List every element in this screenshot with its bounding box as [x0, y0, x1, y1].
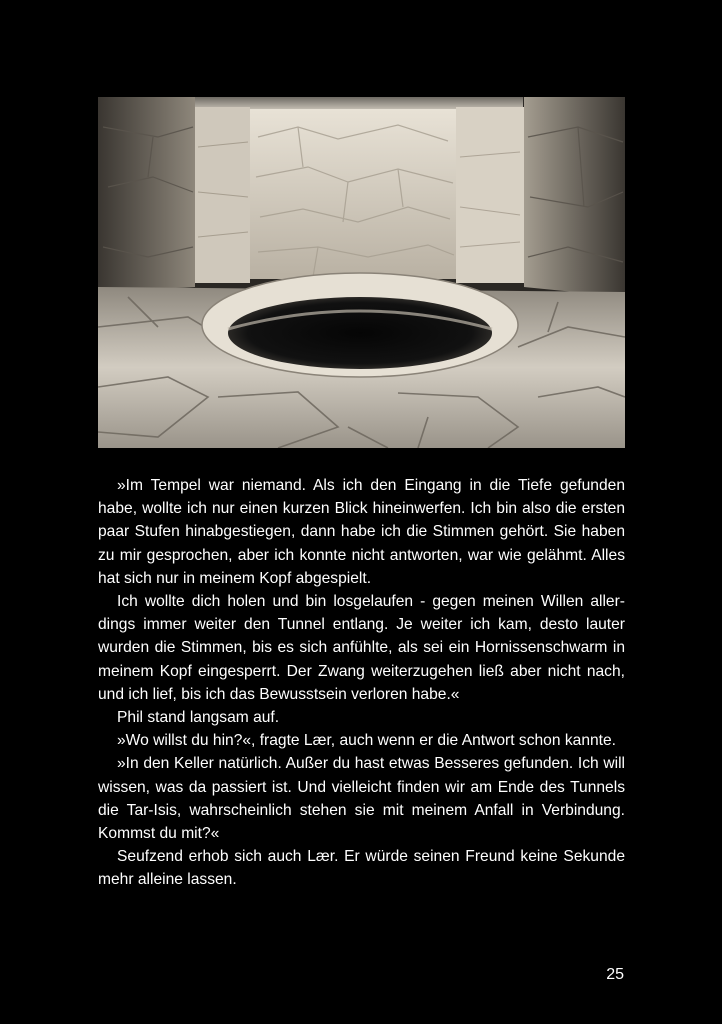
page-number: 25	[606, 966, 624, 983]
paragraph: »In den Keller natürlich. Außer du hast etwas Besseres gefunden. Ich will wissen, was da passiert ist. Und vielleicht finden wir am Ende des Tunnels die Tar-Isis, wahrscheinlich stehen sie mit meinem Anfall in Verbindung. Kommst du mit?«	[98, 755, 625, 843]
paragraph: »Im Tempel war niemand. Als ich den Eingang in die Tiefe gefunden habe, wollte ich nur einen kurzen Blick hineinwerfen. Ich bin also die ersten paar Stufen hinabgestiegen, dann habe ich die Stimmen gehört. Sie haben zu mir gesprochen, aber ich konnte nicht antworten, war wie gelähmt. Alles hat sich nur in meinem Kopf abgespielt.	[98, 477, 625, 587]
paragraph: »Wo willst du hin?«, fragte Lær, auch wenn er die Antwort schon kannte.	[117, 732, 616, 750]
paragraph: Seufzend erhob sich auch Lær. Er würde seinen Freund keine Sekunde mehr alleine lassen.	[98, 848, 625, 889]
paragraph: Phil stand langsam auf.	[117, 709, 280, 727]
body-text	[98, 474, 625, 892]
chapter-illustration	[98, 97, 625, 448]
paragraph: Ich wollte dich holen und bin losgelaufen - gegen meinen Willen allerdings immer weiter den Tunnel entlang. Je weiter ich kam, desto lauter wurden die Stimmen, bis es sich anfühlte, als sei ein Hornissenschwarm in meinem Kopf eingesperrt. Der Zwang weiterzugehen ließ aber nicht nach, und ich lief, bis ich das Bewusstsein verloren habe.«	[98, 593, 625, 703]
well-in-stone-temple-icon	[98, 97, 625, 448]
